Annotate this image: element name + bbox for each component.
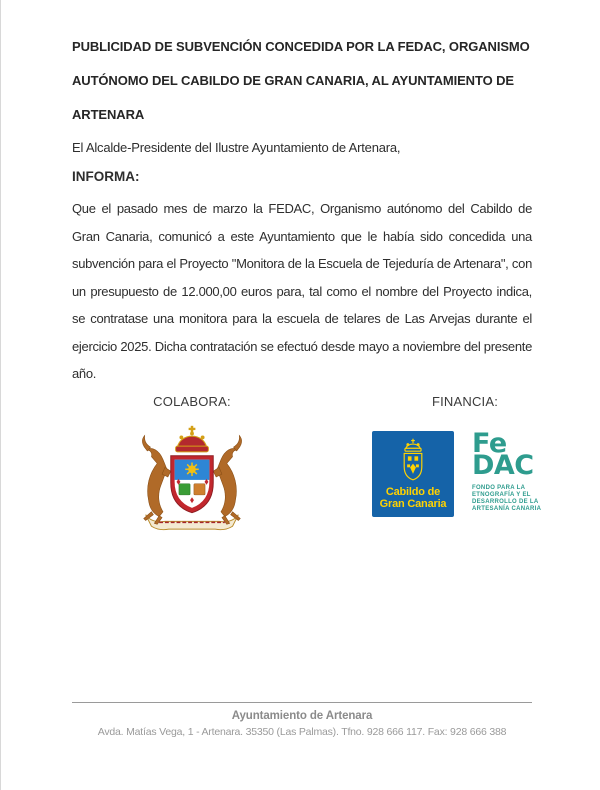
fedac-word-line2: DAC — [472, 450, 534, 481]
cabildo-crest-icon — [391, 437, 435, 483]
footer-divider — [72, 702, 532, 703]
body-paragraph: Que el pasado mes de marzo la FEDAC, Organismo autónomo del Cabildo de Gran Canaria, comunicó a este Ayuntamiento que le había sido concedida una subvención para el Proyecto "Monitora de la Escuela de Tejeduría de Artenara", con un presupuesto de 12.000,00 euros para, tal como el nombre del Proyecto indica, se contratase una monitora para la escuela de telares de Las Arvejas durante el ejercicio 2025. Dicha contratación se efectuó desde mayo a noviembre del presente año. — [72, 201, 532, 381]
financia-label: FINANCIA: — [431, 394, 499, 409]
fedac-logo — [472, 428, 558, 513]
artenara-coat-of-arms-icon — [99, 421, 285, 538]
footer-org-name: Ayuntamiento de Artenara — [231, 710, 373, 722]
cabildo-text-line1: Cabildo de — [385, 486, 441, 498]
footer-address: Avda. Matías Vega, 1 - Artenara. 35350 (Las Palmas). Tfno. 928 666 117. Fax: 928 666 388 — [97, 726, 507, 738]
salutation-line: El Alcalde-Presidente del Ilustre Ayuntamiento de Artenara, — [72, 140, 401, 155]
colabora-block — [99, 394, 285, 538]
logos-section — [71, 394, 542, 554]
document-content — [72, 30, 532, 388]
financia-block — [334, 394, 596, 517]
cabildo-logo-text — [380, 486, 447, 510]
informa-heading: INFORMA: — [72, 169, 140, 184]
financia-logos — [334, 428, 596, 517]
fedac-word-line1: Fe — [472, 428, 507, 459]
colabora-label: COLABORA: — [153, 394, 231, 409]
fedac-tagline: FONDO PARA LA ETNOGRAFÍA Y EL DESARROLLO DE LA ARTESANÍA CANARIA — [472, 485, 542, 512]
page-footer — [72, 702, 532, 738]
cabildo-text-line2: Gran Canaria — [379, 498, 447, 510]
fedac-wordmark — [472, 428, 558, 481]
cabildo-gran-canaria-logo — [372, 431, 454, 517]
document-title: PUBLICIDAD DE SUBVENCIÓN CONCEDIDA POR LA FEDAC, ORGANISMO AUTÓNOMO DEL CABILDO DE GRAN CANARIA, AL AYUNTAMIENTO DE ARTENARA — [72, 39, 530, 122]
